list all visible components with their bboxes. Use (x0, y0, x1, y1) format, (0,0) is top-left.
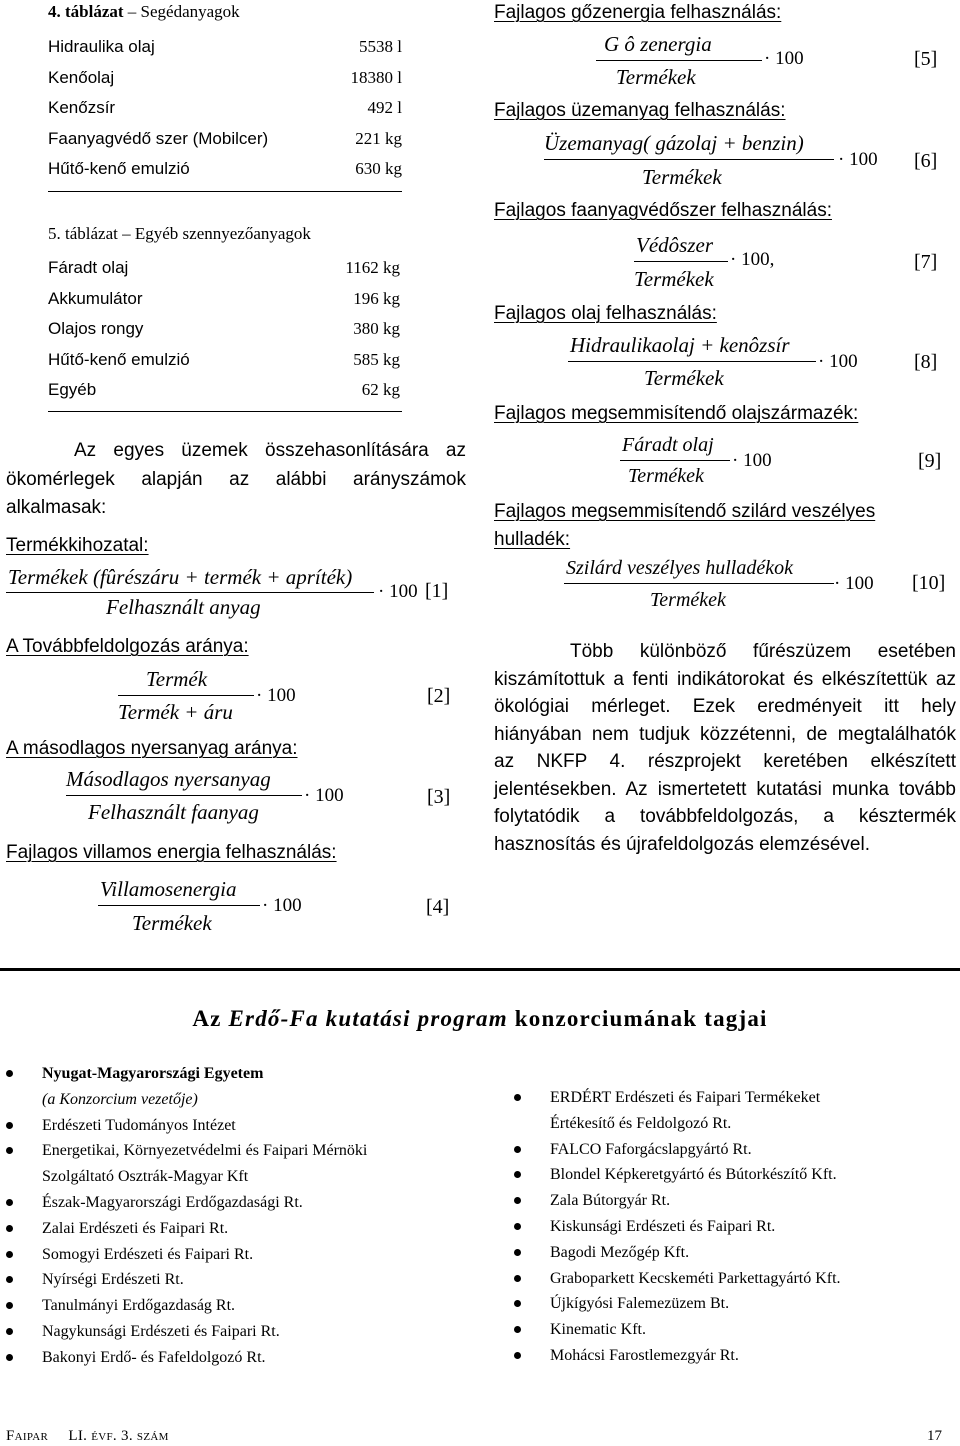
bullet-icon (514, 1249, 521, 1256)
formula-10-multiplier: · 100 (834, 573, 874, 594)
row-name: Hűtő-kenő emulzió (48, 349, 190, 369)
list-item-subline: (a Konzorcium vezetője) (42, 1090, 198, 1108)
formula-10-numerator: Szilárd veszélyes hulladékok (566, 557, 793, 579)
table4 (48, 35, 402, 188)
formula-6-number: [6] (914, 150, 938, 172)
formula-6-numerator: Üzemanyag( gázolaj + benzin) (544, 131, 804, 155)
consortium-title: Az Erdő-Fa kutatási program konzorciumának tagjai (192, 1006, 768, 1031)
formula-7-label: Fajlagos faanyagvédőszer felhasználás: (494, 200, 832, 221)
list-item: Erdészeti Tudományos Intézet (6, 1113, 367, 1139)
bullet-icon (6, 1328, 13, 1335)
list-item: ERDÉRT Erdészeti és Faipari Termékeket (514, 1085, 841, 1111)
formula-1-multiplier: · 100 (378, 581, 418, 602)
list-item: Blondel Képkeretgyártó és Bútorkészítő Kft. (514, 1162, 841, 1188)
bullet-icon (6, 1070, 13, 1077)
formula-1-label: Termékkihozatal: (6, 535, 149, 556)
bullet-icon (514, 1171, 521, 1178)
list-item: Somogyi Erdészeti és Faipari Rt. (6, 1242, 367, 1268)
formula-6-label: Fajlagos üzemanyag felhasználás: (494, 100, 786, 121)
row-value: 380 kg (353, 319, 400, 339)
bullet-icon (514, 1300, 521, 1307)
formula-9-label: Fajlagos megsemmisítendő olajszármazék: (494, 403, 859, 424)
list-item: Bakonyi Erdő- és Fafeldolgozó Rt. (6, 1345, 367, 1371)
row-value: 221 kg (355, 128, 402, 148)
fraction-bar (6, 592, 374, 593)
formula-3-number: [3] (427, 786, 451, 808)
page-footer (6, 1428, 942, 1446)
bullet-icon (6, 1276, 13, 1283)
formula-3-label: A másodlagos nyersanyag aránya: (6, 738, 298, 759)
formula-9 (494, 434, 956, 492)
footer-journal: Faipar LI. évf. 3. szám (6, 1428, 169, 1444)
bullet-icon (6, 1199, 13, 1206)
consortium-list-right (514, 1085, 841, 1369)
table-row (48, 66, 402, 97)
formula-8-denominator: Termékek (644, 366, 724, 390)
list-item: Újkígyósi Falemezüzem Bt. (514, 1291, 841, 1317)
table4-caption (48, 2, 240, 22)
formula-4 (6, 877, 466, 939)
bullet-icon (514, 1146, 521, 1153)
fraction-bar (596, 60, 762, 61)
table-row (48, 35, 402, 66)
formula-2-label: A Továbbfeldolgozás aránya: (6, 636, 249, 657)
fraction-bar (564, 583, 834, 584)
formula-10-number: [10] (912, 572, 946, 594)
page-number: 17 (927, 1428, 942, 1444)
list-item: Kiskunsági Erdészeti és Faipari Rt. (514, 1214, 841, 1240)
formula-5-denominator: Termékek (616, 65, 696, 89)
row-value: 196 kg (353, 288, 400, 308)
list-item: Nagykunsági Erdészeti és Faipari Rt. (6, 1319, 367, 1345)
list-item: Zalai Erdészeti és Faipari Rt. (6, 1216, 367, 1242)
formula-5-numerator: G ô zenergia (604, 32, 712, 56)
table4-caption-number: 4. táblázat (48, 2, 124, 21)
formula-5-number: [5] (914, 48, 938, 70)
list-item: Zala Bútorgyár Rt. (514, 1188, 841, 1214)
formula-8-label: Fajlagos olaj felhasználás: (494, 303, 717, 324)
formula-10-denominator: Termékek (650, 589, 726, 611)
formula-9-denominator: Termékek (628, 465, 704, 487)
bullet-icon (6, 1147, 13, 1154)
formula-7 (494, 233, 956, 295)
bullet-icon (514, 1352, 521, 1359)
formula-5 (494, 32, 956, 94)
formula-8 (494, 333, 956, 395)
formula-6 (494, 131, 956, 193)
bullet-icon (514, 1223, 521, 1230)
list-item-subline: Értékesítő és Feldolgozó Rt. (550, 1114, 732, 1132)
table-row (48, 287, 402, 318)
formula-5-label: Fajlagos gőzenergia felhasználás: (494, 2, 782, 23)
section-divider (0, 968, 960, 971)
list-item-subline: Szolgáltató Osztrák-Magyar Kft (42, 1168, 249, 1186)
table5-caption: 5. táblázat – Egyéb szennyezőanyagok (48, 224, 311, 243)
formula-1 (6, 565, 466, 625)
formula-9-numerator: Fáradt olaj (622, 434, 714, 456)
table-row (48, 96, 402, 127)
row-value: 630 kg (355, 159, 402, 179)
formula-1-numerator: Termékek (fûrészáru + termék + apríték) (8, 565, 353, 589)
table5 (48, 256, 402, 409)
formula-4-denominator: Termékek (132, 911, 212, 935)
row-value: 62 kg (361, 380, 400, 400)
formula-3-denominator: Felhasznált faanyag (88, 800, 259, 824)
formula-9-multiplier: · 100 (732, 450, 772, 471)
row-name: Fáradt olaj (48, 258, 129, 277)
table-row (48, 157, 402, 188)
list-item: FALCO Faforgácslapgyártó Rt. (514, 1137, 841, 1163)
table-bottom-rule (48, 191, 402, 192)
bullet-icon (6, 1122, 13, 1129)
formula-1-number: [1] (425, 580, 449, 602)
formula-8-numerator: Hidraulikaolaj + kenôzsír (570, 333, 790, 357)
row-value: 585 kg (353, 349, 400, 369)
bullet-icon (514, 1094, 521, 1101)
formula-6-denominator: Termékek (642, 165, 722, 189)
table-row (48, 127, 402, 158)
intro-paragraph: Az egyes üzemek összehasonlítására az ökomérlegek alapján az alábbi arányszámok alkalmasak: (6, 440, 466, 518)
formula-4-label: Fajlagos villamos energia felhasználás: (6, 842, 337, 863)
list-item: Nyírségi Erdészeti Rt. (6, 1267, 367, 1293)
table-row (48, 378, 402, 409)
table-bottom-rule (48, 411, 402, 412)
row-name: Olajos rongy (48, 319, 144, 339)
bullet-icon (6, 1225, 13, 1232)
formula-10 (494, 557, 956, 619)
formula-8-multiplier: · 100 (818, 351, 858, 372)
list-item: Energetikai, Környezetvédelmi és Faipari Mérnöki (6, 1138, 367, 1164)
list-item: Kinematic Kft. (514, 1317, 841, 1343)
row-name: Faanyagvédő szer (Mobilcer) (48, 128, 269, 148)
bullet-icon (6, 1354, 13, 1361)
formula-4-multiplier: · 100 (262, 895, 302, 916)
formula-2 (6, 667, 466, 729)
row-name: Akkumulátor (48, 288, 143, 308)
bullet-icon (514, 1326, 521, 1333)
formula-6-multiplier: · 100 (838, 149, 878, 170)
formula-9-number: [9] (918, 450, 942, 472)
formula-7-denominator: Termékek (634, 267, 714, 291)
bullet-icon (6, 1302, 13, 1309)
formula-2-numerator: Termék (146, 667, 208, 691)
bullet-icon (514, 1197, 521, 1204)
formula-7-numerator: Védôszer (636, 233, 713, 257)
bullet-icon (6, 1251, 13, 1258)
fraction-bar (544, 159, 834, 160)
fraction-bar (634, 261, 728, 262)
row-name: Kenőzsír (48, 98, 116, 118)
fraction-bar (98, 905, 260, 906)
list-item: Észak-Magyarországi Erdőgazdasági Rt. (6, 1190, 367, 1216)
row-name: Egyéb (48, 380, 97, 400)
list-item: Tanulmányi Erdőgazdaság Rt. (6, 1293, 367, 1319)
row-name: Kenőolaj (48, 67, 115, 87)
table-row (48, 256, 402, 287)
formula-3-multiplier: · 100 (304, 785, 344, 806)
formula-10-label: Fajlagos megsemmisítendő szilárd veszélyes hulladék: (494, 501, 876, 550)
fraction-bar (66, 795, 302, 796)
formula-4-number: [4] (426, 896, 450, 918)
row-name: Hűtő-kenő emulzió (48, 159, 190, 179)
formula-2-multiplier: · 100 (256, 685, 296, 706)
formula-4-numerator: Villamosenergia (100, 877, 237, 901)
formula-2-number: [2] (427, 685, 451, 707)
list-item: Graboparkett Kecskeméti Parkettagyártó Kft. (514, 1266, 841, 1292)
fraction-bar (620, 460, 730, 461)
row-value: 1162 kg (345, 258, 400, 277)
formula-3-numerator: Másodlagos nyersanyag (66, 767, 271, 791)
formula-5-multiplier: · 100 (764, 48, 804, 69)
formula-1-denominator: Felhasznált anyag (106, 595, 261, 619)
list-item: Nyugat-Magyarországi Egyetem (6, 1061, 367, 1087)
consortium-list-left (6, 1061, 367, 1371)
formula-8-number: [8] (914, 351, 938, 373)
list-item: Bagodi Mezőgép Kft. (514, 1240, 841, 1266)
fraction-bar (568, 361, 816, 362)
row-value: 5538 l (359, 37, 402, 56)
row-value: 18380 l (350, 67, 402, 87)
conclusion-paragraph: Több különböző fűrészüzem esetében kiszámítottuk a fenti indikátorokat és elkészítettük az ökológiai mérleget. Ezek eredményeit itt hely hiányában nem tudjuk közzétenni, de megtalálhatók az NKFP 4. részprojekt keretében elkészített jelentésekben. Az ismertetett kutatási munka tovább folytatódik a továbbfeldolgozás, a késztermék hasznosítás és újrafeldolgozás elemzésével. (494, 641, 956, 855)
row-value: 492 l (367, 98, 402, 118)
fraction-bar (118, 695, 254, 696)
bullet-icon (514, 1275, 521, 1282)
table4-caption-title: – Segédanyagok (123, 2, 240, 21)
formula-7-multiplier: · 100, (730, 249, 775, 270)
table-row (48, 317, 402, 348)
table-row (48, 348, 402, 379)
list-item: Mohácsi Farostlemezgyár Rt. (514, 1343, 841, 1369)
formula-7-number: [7] (914, 251, 938, 273)
row-name: Hidraulika olaj (48, 37, 155, 56)
formula-2-denominator: Termék + áru (118, 700, 233, 724)
formula-3 (6, 767, 466, 829)
